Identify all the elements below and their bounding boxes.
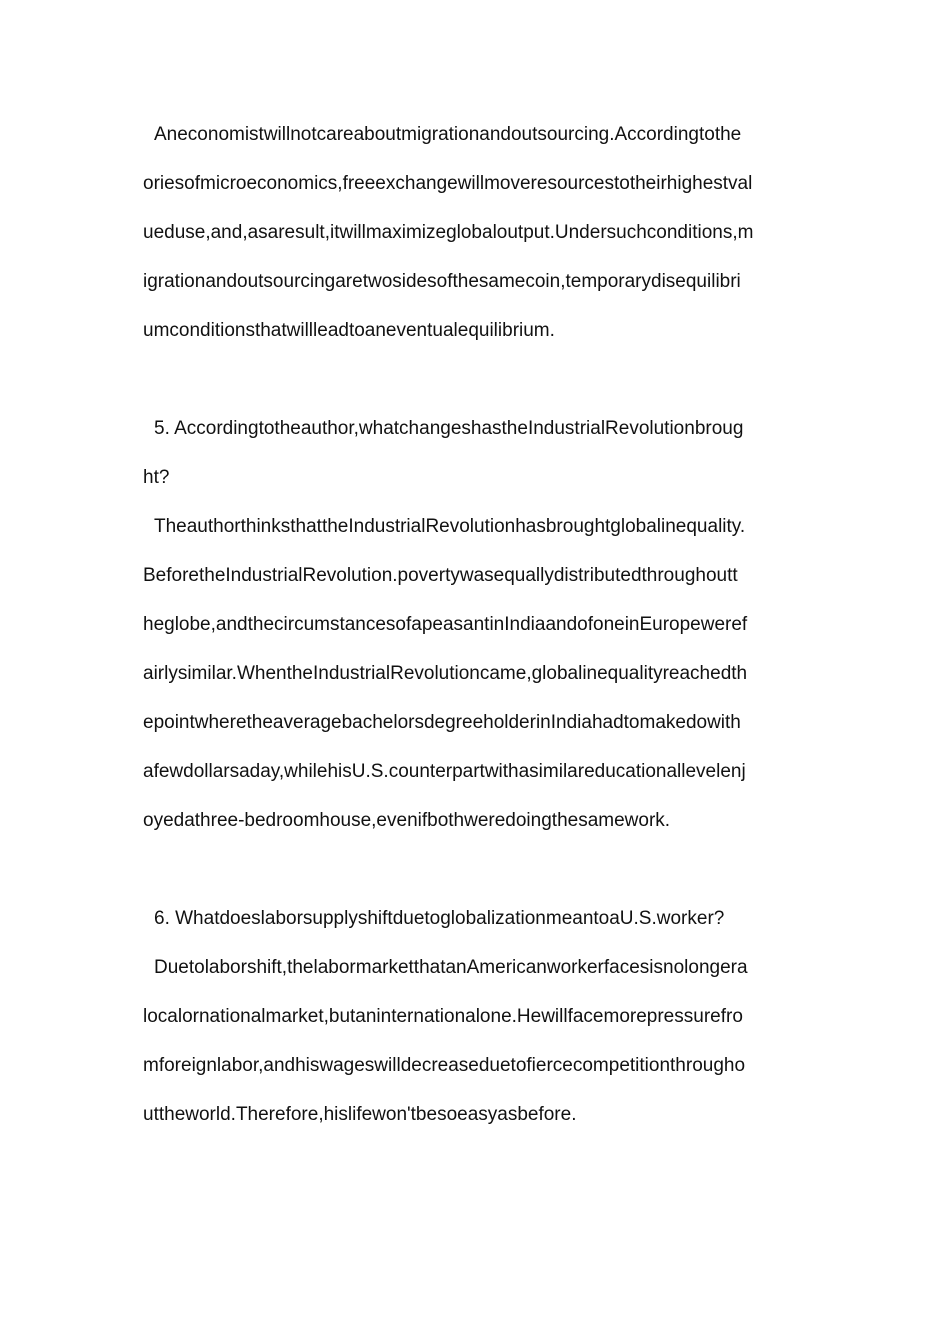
paragraph-intro-line-2: oriesofmicroeconomics,freeexchangewillmoveresourcestotheirhighestval <box>143 173 753 194</box>
paragraph-intro-line-4: igrationandoutsourcingaretwosidesofthesamecoin,temporarydisequilibri <box>143 271 741 292</box>
answer-6-line-3: mforeignlabor,andhiswageswilldecreaseduetofiercecompetitionthrougho <box>143 1055 746 1076</box>
answer-6-line-2: localornationalmarket,butaninternationalone.Hewillfacemorepressurefro <box>143 1006 743 1027</box>
paragraph-intro-line-5: umconditionsthatwillleadtoaneventualequilibrium. <box>143 320 555 341</box>
answer-5-line-1: TheauthorthinksthattheIndustrialRevolutionhasbroughtglobalinequality. <box>154 516 746 537</box>
paragraph-intro-line-3: ueduse,and,asaresult,itwillmaximizeglobaloutput.Undersuchconditions,m <box>143 222 754 243</box>
answer-5-line-6: afewdollarsaday,whilehisU.S.counterpartwithasimilareducationallevelenj <box>143 761 746 782</box>
question-5-line-2: ht? <box>143 467 170 488</box>
answer-6-line-4: uttheworld.Therefore,hislifewon'tbesoeasyasbefore. <box>143 1104 577 1125</box>
paragraph-intro-line-1: Aneconomistwillnotcareaboutmigrationandoutsourcing.Accordingtothe <box>154 124 742 145</box>
answer-5-line-2: BeforetheIndustrialRevolution.povertywasequallydistributedthroughoutt <box>143 565 738 586</box>
question-5-line-1: 5. Accordingtotheauthor,whatchangeshastheIndustrialRevolutionbroug <box>154 418 744 439</box>
answer-5-line-7: oyedathree-bedroomhouse,evenifbothweredoingthesamework. <box>143 810 671 831</box>
answer-5-line-5: epointwheretheaveragebachelorsdegreeholderinIndiahadtomakedowith <box>143 712 741 733</box>
answer-6-line-1: Duetolaborshift,thelabormarketthatanAmericanworkerfacesisnolongera <box>154 957 748 978</box>
answer-5-line-3: heglobe,andthecircumstancesofapeasantinIndiaandofoneinEuropeweref <box>143 614 748 635</box>
question-6-line-1: 6. WhatdoeslaborsupplyshiftduetoglobalizationmeantoaU.S.worker? <box>154 908 725 929</box>
answer-5-line-4: airlysimilar.WhentheIndustrialRevolutioncame,globalinequalityreachedth <box>143 663 748 684</box>
